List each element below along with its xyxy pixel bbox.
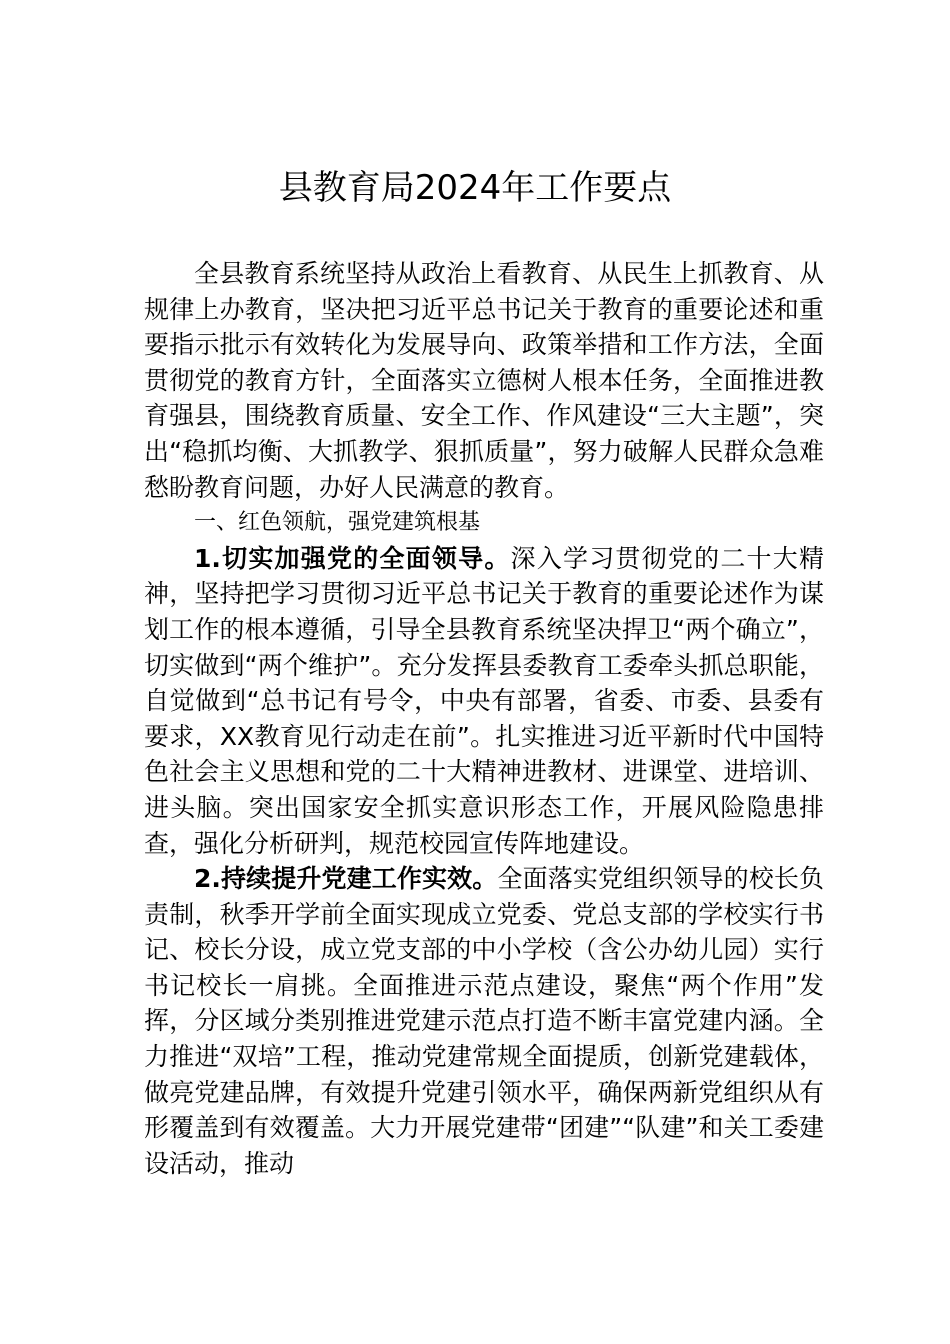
item-paragraph-2 xyxy=(144,861,824,1181)
document-body xyxy=(144,256,824,1181)
item-title-2: 2.持续提升党建工作实效。 xyxy=(194,864,498,894)
section-heading: 一、红色领航，强党建筑根基 xyxy=(194,510,481,536)
item-text-2: 全面落实党组织领导的校长负责制，秋季开学前全面实现成立党委、党总支部的学校实行书记、校长分设，成立党支部的中小学校（含公办幼儿园）实行书记校长一肩挑。全面推进示范点建设，聚焦“两个作用”发挥，分区域分类别推进党建示范点打造不断丰富党建内涵。全力推进“双培”工程，推动党建常规全面提质，创新党建载体，做亮党建品牌，有效提升党建引领水平，确保两新党组织从有形覆盖到有效覆盖。大力开展党建带“团建”“队建”和关工委建设活动，推动 xyxy=(144,864,824,1178)
document-title: 县教育局2024年工作要点 xyxy=(278,168,672,208)
intro-paragraph: 全县教育系统坚持从政治上看教育、从民生上抓教育、从规律上办教育，坚决把习近平总书记关于教育的重要论述和重要指示批示有效转化为发展导向、政策举措和工作方法，全面贯彻党的教育方针，全面落实立德树人根本任务，全面推进教育强县，围绕教育质量、安全工作、作风建设“三大主题”，突出“稳抓均衡、大抓教学、狠抓质量”，努力破解人民群众急难愁盼教育问题，办好人民满意的教育。 xyxy=(144,259,824,502)
item-paragraph-1 xyxy=(144,541,824,861)
item-title-1: 1.切实加强党的全面领导。 xyxy=(194,543,511,573)
item-text-1: 深入学习贯彻党的二十大精神，坚持把学习贯彻习近平总书记关于教育的重要论述作为谋划工作的根本遵循，引导全县教育系统坚决捍卫“两个确立”，切实做到“两个维护”。充分发挥县委教育工委牵头抓总职能，自觉做到“总书记有号令，中央有部署，省委、市委、县委有要求，XX教育见行动走在前”。扎实推进习近平新时代中国特色社会主义思想和党的二十大精神进教材、进课堂、进培训、进头脑。突出国家安全抓实意识形态工作，开展风险隐患排查，强化分析研判，规范校园宣传阵地建设。 xyxy=(144,543,824,858)
